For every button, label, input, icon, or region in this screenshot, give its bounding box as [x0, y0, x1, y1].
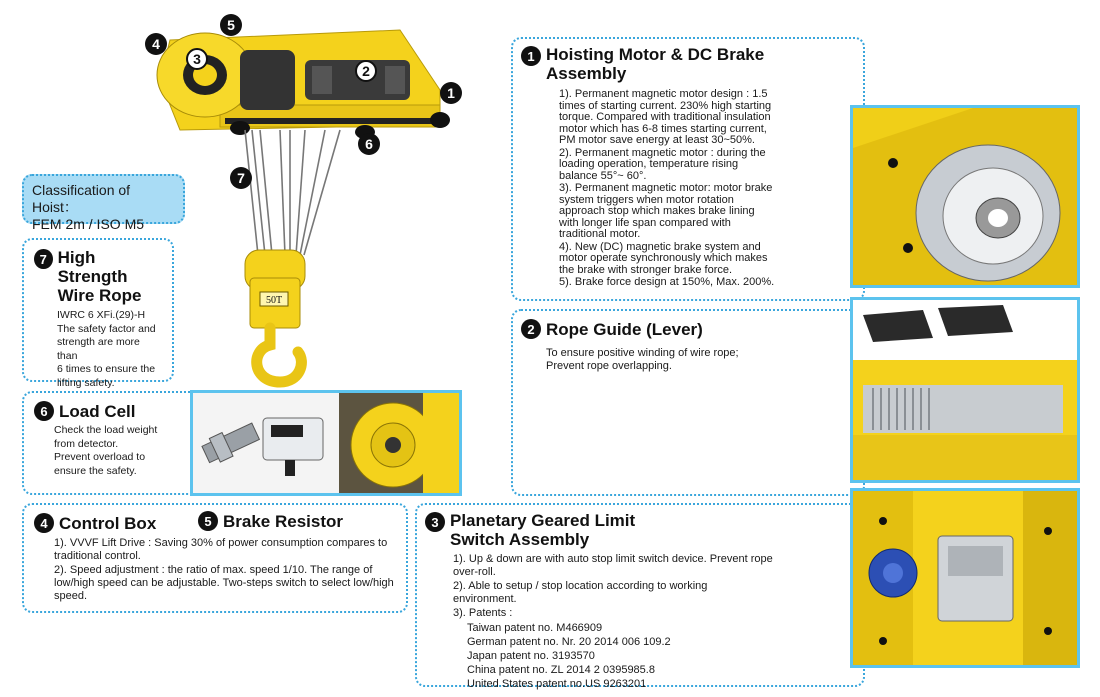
hoist-marker-4: 4	[145, 33, 167, 55]
section-limit-switch	[415, 503, 865, 690]
hoisting-motor-item: 4). New (DC) magnetic brake system and motor operate synchronously which makes the brake with stronger brake force.	[559, 240, 768, 276]
hoist-marker-2: 2	[355, 60, 377, 82]
limit-switch-photo	[850, 488, 1080, 668]
hoist-marker-7: 7	[230, 167, 252, 189]
hoisting-motor-item: 2). Permanent magnetic motor : during the loading operation, temperature rising balance 55°~ 60°.	[559, 146, 766, 182]
control-box-item: 1). VVVF Lift Drive : Saving 30% of power consumption compares to traditional control.	[54, 537, 388, 562]
wire-rope-title-line1: High Strength	[57, 248, 128, 286]
limit-switch-item: 3). Patents :	[453, 607, 513, 619]
number-2-icon: 2	[521, 319, 541, 339]
limit-switch-title-line2: Switch Assembly	[450, 530, 590, 549]
patent-line: United States patent no.US 9263201	[467, 678, 647, 690]
classification-box	[22, 174, 185, 232]
hoisting-motor-item: 3). Permanent magnetic motor: motor brake system triggers when motor rotation approach stop which makes brake lining with longer life span compared with traditional motor.	[559, 182, 773, 240]
classification-title: Classification of Hoist：	[32, 182, 131, 215]
wire-rope-line: IWRC 6 XFi.(29)-H	[57, 309, 146, 321]
hoisting-motor-title-line2: Assembly	[546, 64, 627, 83]
wire-rope-title-line2: Wire Rope	[57, 286, 142, 305]
number-3-icon: 3	[425, 512, 445, 532]
number-5-icon: 5	[198, 511, 218, 531]
number-6-icon: 6	[34, 401, 54, 421]
load-cell-photo	[190, 390, 462, 496]
hoist-marker-6: 6	[358, 133, 380, 155]
load-cell-line: Check the load weight	[54, 424, 158, 436]
rope-guide-line: Prevent rope overlapping.	[546, 360, 672, 372]
hoisting-motor-photo	[850, 105, 1080, 288]
brake-resistor-header	[198, 511, 343, 531]
number-4-icon: 4	[34, 513, 54, 533]
brake-resistor-title: Brake Resistor	[223, 511, 344, 531]
limit-switch-item: 2). Able to setup / stop location according to working environment.	[453, 580, 708, 605]
number-1-icon: 1	[521, 46, 541, 66]
section-hoisting-motor	[511, 37, 865, 301]
patent-line: Taiwan patent no. M466909	[467, 622, 603, 634]
hoist-marker-3: 3	[186, 48, 208, 70]
rope-guide-title: Rope Guide (Lever)	[546, 319, 703, 339]
limit-switch-title-line1: Planetary Geared Limit	[450, 511, 636, 530]
control-box-item: 2). Speed adjustment : the ratio of max. speed 1/10. The range of low/high speed can be adjustable. Two-steps switch to select low/high speed.	[54, 564, 394, 602]
hoisting-motor-title-line1: Hoisting Motor & DC Brake	[546, 45, 765, 64]
patent-line: German patent no. Nr. 20 2014 006 109.2	[467, 636, 671, 648]
wire-rope-line: lifting safety.	[57, 376, 115, 389]
control-box-title: Control Box	[59, 513, 157, 533]
load-cell-title: Load Cell	[59, 401, 136, 421]
hoisting-motor-item: 1). Permanent magnetic motor design : 1.5 times of starting current. 230% high starting torque. Compared with traditional insulation motor which has 6-8 times starting current, PM motor save energy at least 30~50%.	[559, 88, 772, 146]
load-cell-line: Prevent overload to	[54, 451, 146, 463]
section-wire-rope	[22, 238, 174, 389]
number-7-icon: 7	[34, 249, 53, 269]
rope-guide-line: To ensure positive winding of wire rope;	[546, 347, 739, 359]
hoisting-motor-item: 5). Brake force design at 150%, Max. 200%.	[559, 276, 775, 288]
load-cell-line: from detector.	[54, 437, 119, 450]
hoist-marker-1: 1	[440, 82, 462, 104]
wire-rope-line: strength are more than	[57, 336, 140, 362]
classification-value: FEM 2m / ISO M5	[32, 216, 145, 232]
patent-line: China patent no. ZL 2014 2 0395985.8	[467, 664, 655, 676]
wire-rope-line: 6 times to ensure the	[57, 363, 156, 375]
patent-line: Japan patent no. 3193570	[467, 650, 595, 662]
rope-guide-photo	[850, 297, 1080, 483]
hook-label: 50T	[265, 295, 283, 306]
load-cell-line: ensure the safety.	[54, 464, 137, 477]
wire-rope-line: The safety factor and	[57, 322, 156, 335]
limit-switch-item: 1). Up & down are with auto stop limit switch device. Prevent rope over-roll.	[453, 553, 773, 578]
section-rope-guide	[511, 309, 865, 496]
hoist-marker-5: 5	[220, 14, 242, 36]
